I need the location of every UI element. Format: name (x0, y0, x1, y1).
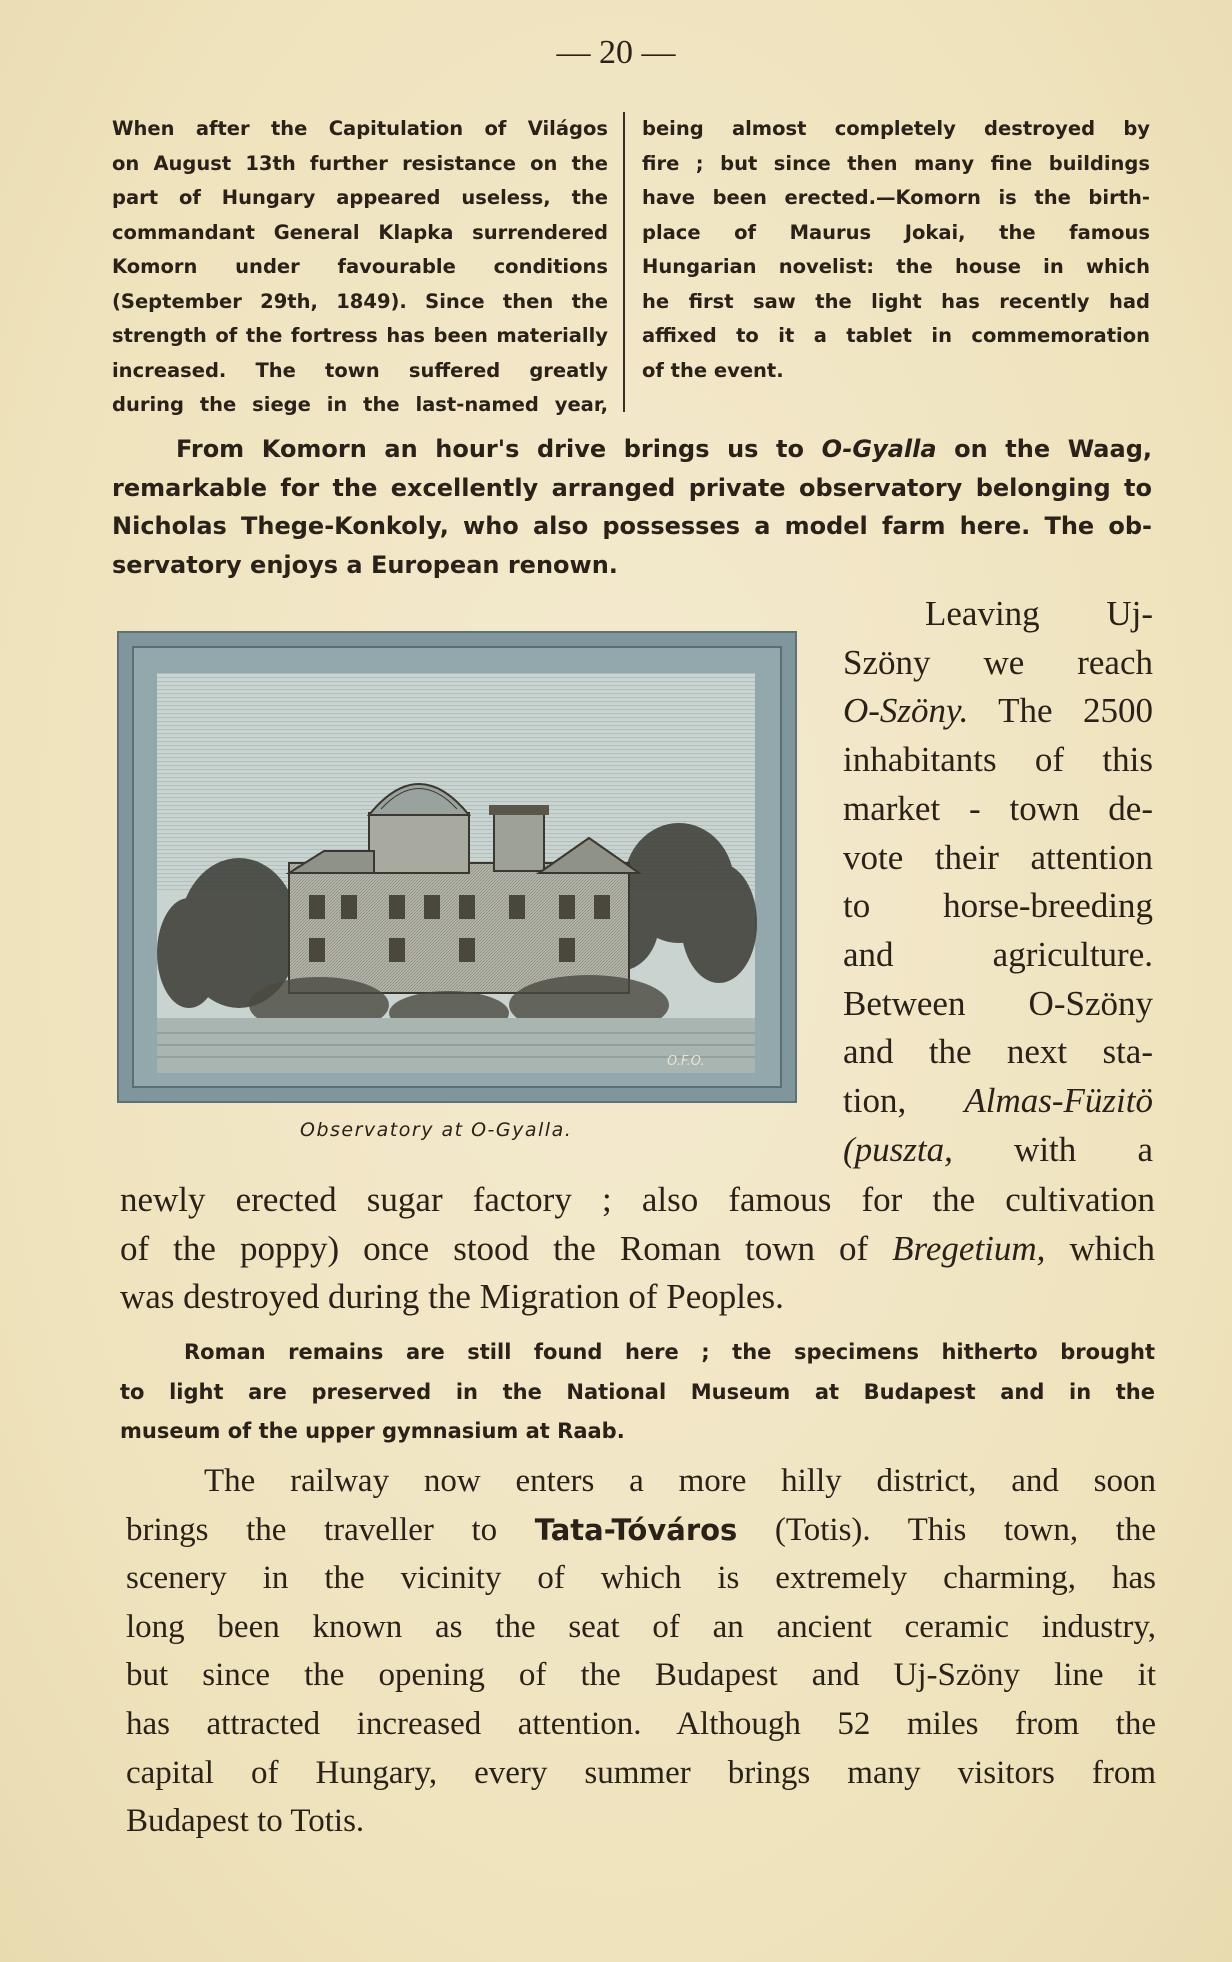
text-line: being almost completely destroyed by (642, 117, 1150, 140)
observatory-engraving (119, 633, 795, 1101)
right-column-paragraph (642, 112, 1150, 388)
place-name: O-Szöny. (843, 691, 969, 731)
text-line: museum of the upper gymnasium at Raab. (120, 1419, 625, 1443)
text-fragment: tion, (843, 1081, 965, 1121)
text-line (112, 430, 1152, 469)
text-fragment: From Komorn an hour's drive brings us to (176, 435, 822, 463)
text-line: have been erected.—Komorn is the birth- (642, 186, 1150, 209)
text-line: market - town de- (843, 788, 1153, 828)
figure-caption: Observatory at O-Gyalla. (300, 1119, 573, 1141)
continuation-paragraph (120, 1176, 1155, 1322)
text-line: and agriculture. (843, 934, 1153, 974)
text-line: Leaving Uj- (925, 594, 1153, 633)
text-line: When after the Capitulation of Világos (112, 117, 608, 140)
place-name: Bregetium, (892, 1228, 1046, 1268)
text-line: part of Hungary appeared useless, the (112, 186, 608, 209)
roman-remains-paragraph (120, 1333, 1155, 1452)
engraver-signature: O.F.O. (667, 1054, 705, 1069)
text-line: capital of Hungary, every summer brings many visitors from (126, 1754, 1156, 1791)
text-line: has attracted increased attention. Although 52 miles from the (126, 1705, 1156, 1742)
page-number: — 20 — (556, 34, 676, 71)
text-line: strength of the fortress has been materially (112, 324, 608, 347)
text-line: Nicholas Thege-Konkoly, who also possesses a model farm here. The ob- (112, 512, 1152, 541)
text-line (843, 1077, 1153, 1126)
text-line: was destroyed during the Migration of Peoples. (120, 1277, 784, 1317)
text-line (126, 1506, 1156, 1555)
text-line: of the event. (642, 358, 784, 382)
text-line: fire ; but since then many fine buildings (642, 151, 1150, 175)
text-line: The railway now enters a more hilly district, and soon (204, 1463, 1156, 1499)
text-fragment: on the Waag, (936, 435, 1152, 463)
text-line (843, 687, 1153, 736)
side-column-paragraph (843, 590, 1153, 1174)
text-line: during the siege in the last-named year, (112, 393, 608, 416)
text-line: inhabitants of this (843, 740, 1153, 780)
text-line: he first saw the light has recently had (642, 289, 1150, 313)
text-line: Roman remains are still found here ; the specimens hitherto brought (184, 1340, 1155, 1364)
column-divider (623, 112, 625, 412)
text-line: to horse-breeding (843, 886, 1153, 926)
text-line: Between O-Szöny (843, 983, 1153, 1023)
text-fragment: of the poppy) once stood the Roman town of (120, 1228, 893, 1268)
text-line: commandant General Klapka surrendered (112, 220, 608, 244)
text-line: to light are preserved in the National Museum at Budapest and in the (120, 1379, 1155, 1404)
text-line: and the next sta- (843, 1032, 1153, 1072)
text-fragment: (Totis). This town, the (737, 1511, 1156, 1548)
text-line: Szöny we reach (843, 642, 1153, 682)
text-fragment: The 2500 (968, 691, 1153, 731)
text-line: Budapest to Totis. (126, 1803, 365, 1840)
place-name: O-Gyalla (821, 435, 937, 463)
place-name: Almas-Füzitö (964, 1081, 1153, 1121)
text-fragment: with a (952, 1129, 1153, 1169)
tata-toваros-paragraph (126, 1457, 1156, 1846)
text-line: scenery in the vicinity of which is extremely charming, has (126, 1560, 1156, 1597)
text-line (843, 1126, 1153, 1175)
text-line: remarkable for the excellently arranged private observatory belonging to (112, 473, 1152, 502)
place-name: Tata-Tóváros (534, 1512, 738, 1547)
text-line: increased. The town suffered greatly (112, 358, 608, 382)
place-name: (puszta, (843, 1129, 953, 1169)
text-fragment: brings the traveller to (126, 1511, 535, 1548)
text-line: (September 29th, 1849). Since then the (112, 289, 608, 313)
text-line: long been known as the seat of an ancient ceramic industry, (126, 1608, 1156, 1645)
text-fragment: which (1045, 1228, 1155, 1268)
left-column-paragraph (112, 112, 608, 423)
text-line: servatory enjoys a European renown. (112, 551, 618, 580)
text-line: place of Maurus Jokai, the famous (642, 220, 1150, 244)
text-line: affixed to it a tablet in commemoration (642, 324, 1150, 347)
text-line: Hungarian novelist: the house in which (642, 255, 1150, 278)
text-line: on August 13th further resistance on the (112, 151, 608, 175)
observatory-illustration (117, 631, 797, 1103)
text-line: newly erected sugar factory ; also famous for the cultivation (120, 1180, 1155, 1219)
text-line (120, 1225, 1155, 1274)
ogyalla-paragraph (112, 430, 1152, 585)
text-line: but since the opening of the Budapest and Uj-Szöny line it (126, 1657, 1156, 1694)
text-line: Komorn under favourable conditions (112, 255, 608, 278)
text-line: vote their attention (843, 837, 1153, 877)
